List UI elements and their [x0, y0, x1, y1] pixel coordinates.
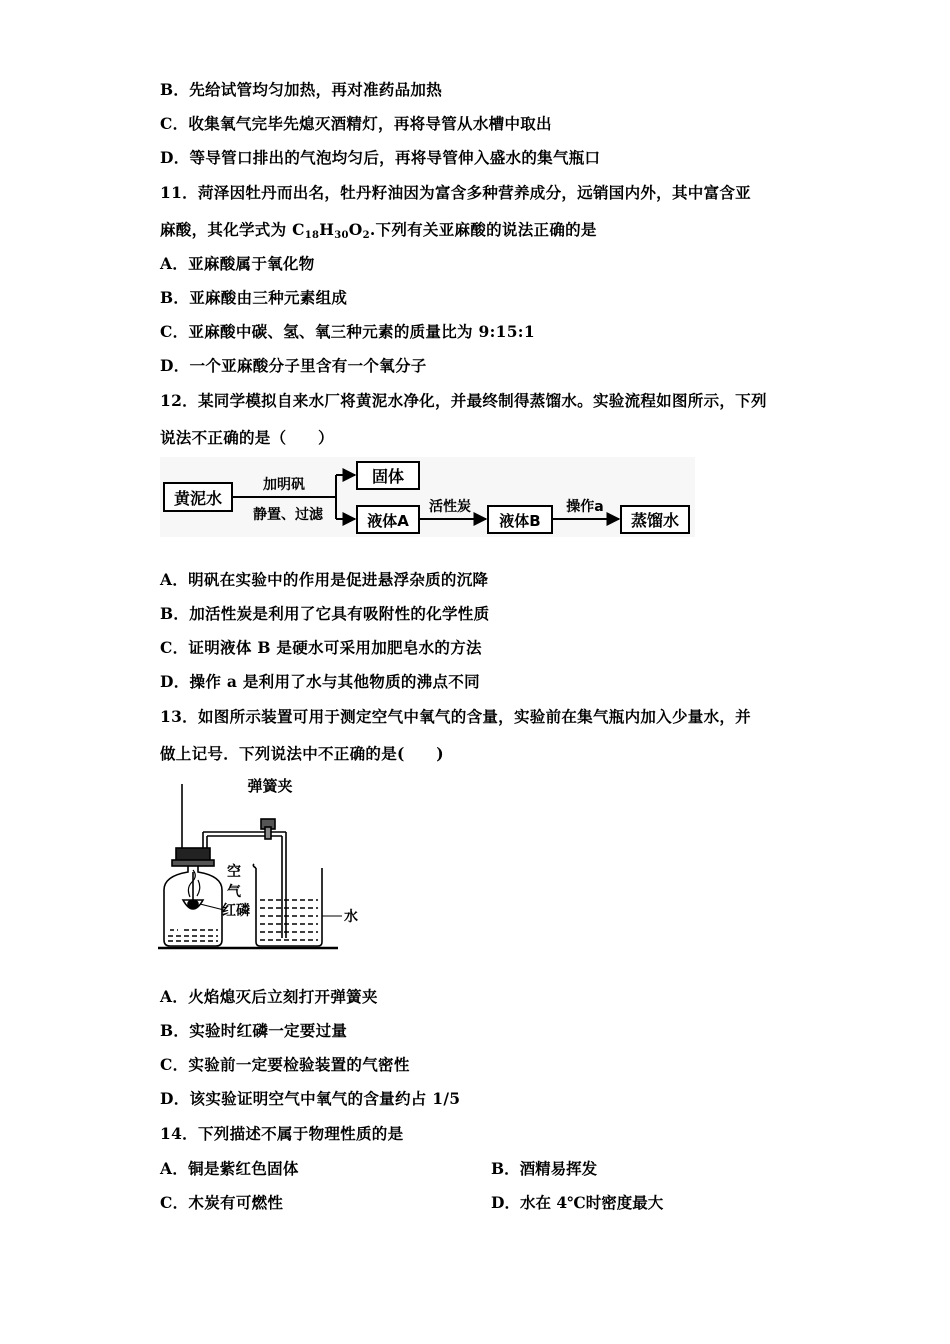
fig-air-char2: 气: [227, 884, 241, 900]
q11-stem-line1: 11．菏泽因牡丹而出名，牡丹籽油因为富含多种营养成分，远销国内外，其中富含亚: [160, 183, 751, 202]
flow-end-label: 蒸馏水: [630, 511, 680, 530]
q10-option-b: B．先给试管均匀加热，再对准药品加热: [160, 80, 443, 99]
q13-option-d: D．该实验证明空气中氧气的含量约占 1/5: [160, 1089, 461, 1108]
q10-option-c: C．收集氧气完毕先熄灭酒精灯，再将导管从水槽中取出: [160, 114, 552, 133]
q12-option-c: C．证明液体 B 是硬水可采用加肥皂水的方法: [160, 638, 482, 657]
q13-stem-line1: 13．如图所示装置可用于测定空气中氧气的含量，实验前在集气瓶内加入少量水，并: [160, 707, 751, 726]
q13-option-a: A．火焰熄灭后立刻打开弹簧夹: [160, 987, 378, 1006]
flow-step1-bottom: 静置、过滤: [253, 507, 323, 523]
q11-option-d: D．一个亚麻酸分子里含有一个氧分子: [160, 356, 427, 375]
flow-liquid-a-label: 液体A: [367, 512, 409, 530]
q12-option-d: D．操作 a 是利用了水与其他物质的沸点不同: [160, 672, 480, 691]
q12-stem-line1: 12．某同学模拟自来水厂将黄泥水净化，并最终制得蒸馏水。实验流程如图所示，下列: [160, 391, 767, 410]
q14-option-a: A．铜是紫红色固体: [160, 1159, 299, 1178]
flow-step3-label: 操作a: [566, 499, 604, 515]
q13-option-b: B．实验时红磷一定要过量: [160, 1021, 348, 1040]
q12-option-b: B．加活性炭是利用了它具有吸附性的化学性质: [160, 604, 490, 623]
q11-option-b: B．亚麻酸由三种元素组成: [160, 288, 348, 307]
q13-option-c: C．实验前一定要检验装置的气密性: [160, 1055, 410, 1074]
flow-step1-top: 加明矾: [263, 477, 305, 493]
fig-air-char1: 空: [227, 864, 241, 880]
fig-clip-label: 弹簧夹: [247, 777, 293, 795]
q12-option-a: A．明矾在实验中的作用是促进悬浮杂质的沉降: [160, 570, 489, 589]
q11-option-a: A．亚麻酸属于氧化物: [160, 254, 315, 273]
q11-option-c: C．亚麻酸中碳、氢、氧三种元素的质量比为 9:15:1: [160, 322, 535, 341]
fig-phosphorus-label: 红磷: [222, 903, 250, 919]
flow-start-label: 黄泥水: [173, 489, 223, 508]
q12-stem-line2: 说法不正确的是（ ）: [160, 428, 334, 447]
q14-option-d: D．水在 4℃时密度最大: [491, 1193, 664, 1212]
q11-stem-line2: 麻酸，其化学式为 $C_{18}H_{30}O_2$.下列有关亚麻酸的说法正确的是: [160, 220, 597, 241]
fig-water-label: 水: [344, 909, 358, 925]
q14-option-b: B．酒精易挥发: [491, 1159, 598, 1178]
purification-flowchart: [160, 457, 695, 537]
q13-stem-line2: 做上记号．下列说法中不正确的是( ): [160, 744, 444, 763]
flow-solid-label: 固体: [371, 467, 405, 486]
q14-option-c: C．木炭有可燃性: [160, 1193, 284, 1212]
q10-option-d: D．等导管口排出的气泡均匀后，再将导管伸入盛水的集气瓶口: [160, 148, 601, 167]
flow-liquid-b-label: 液体B: [499, 512, 541, 530]
oxygen-apparatus-figure: [158, 772, 378, 954]
flow-step2-label: 活性炭: [429, 499, 471, 515]
q14-stem: 14．下列描述不属于物理性质的是: [160, 1124, 404, 1143]
